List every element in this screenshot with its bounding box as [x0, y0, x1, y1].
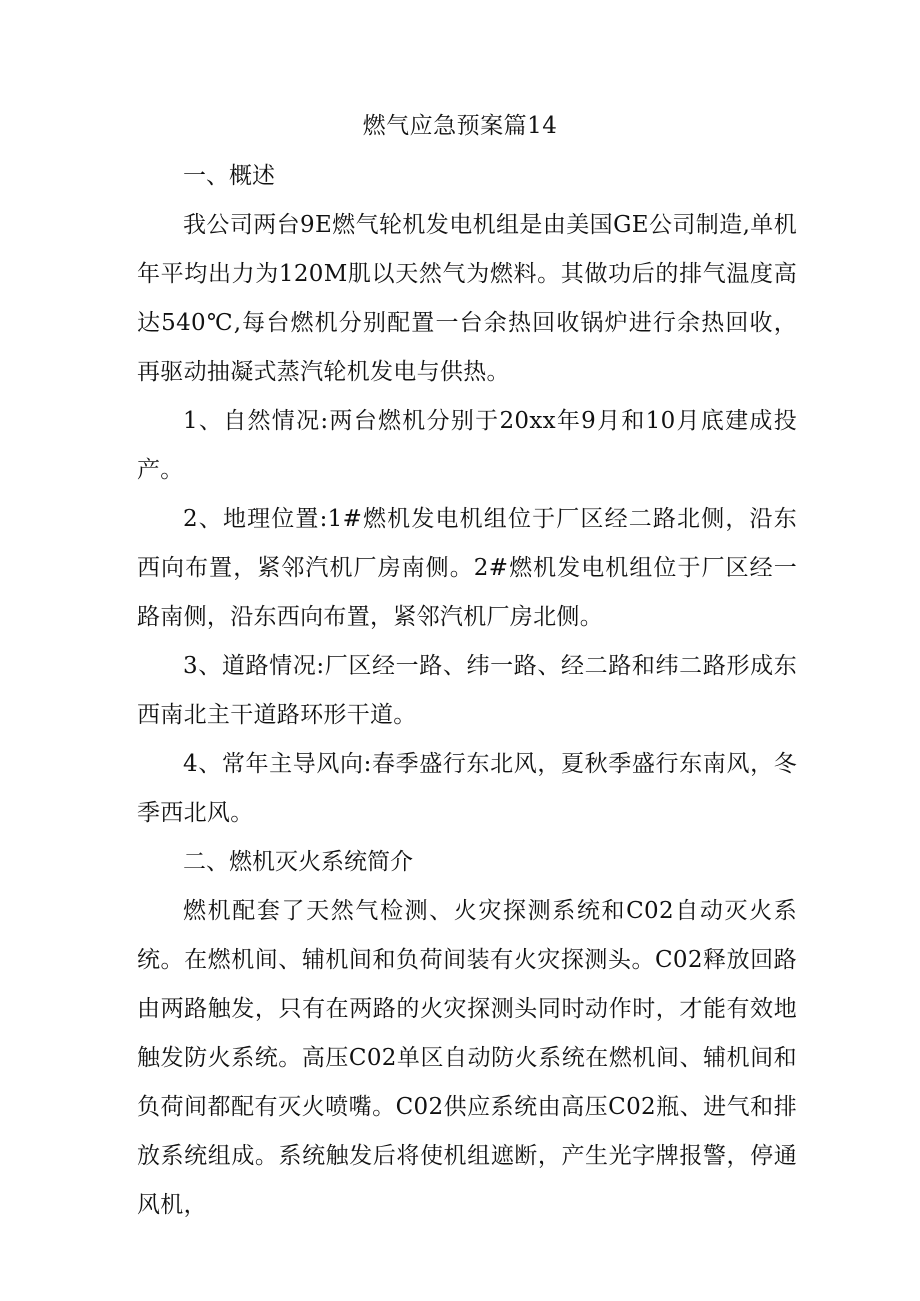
document-body	[137, 152, 797, 1230]
document-title: 燃气应急预案篇14	[362, 113, 558, 139]
paragraph-wind: 4、常年主导风向:春季盛行东北风，夏秋季盛行东南风，冬季西北风。	[137, 751, 797, 826]
paragraph-roads: 3、道路情况:厂区经一路、纬一路、经二路和纬二路形成东西南北主干道路环形干道。	[137, 653, 797, 728]
paragraph-natural-conditions: 1、自然情况:两台燃机分别于20xx年9月和10月底建成投产。	[137, 408, 797, 483]
paragraph-intro: 我公司两台9E燃气轮机发电机组是由美国GE公司制造,单机年平均出力为120M肌以天然气为燃料。其做功后的排气温度高达540℃,每台燃机分别配置一台余热回收锅炉进行余热回收，再驱动抽凝式蒸汽轮机发电与供热。	[137, 212, 797, 385]
section-heading-overview: 一、概述	[183, 163, 275, 189]
paragraph-fire-system: 燃机配套了天然气检测、火灾探测系统和C02自动灭火系统。在燃机间、辅机间和负荷间装有火灾探测头。C02释放回路由两路触发，只有在两路的火灾探测头同时动作时，才能有效地触发防火系统。高压C02单区自动防火系统在燃机间、辅机间和负荷间都配有灭火喷嘴。C02供应系统由高压C02瓶、进气和排放系统组成。系统触发后将使机组遮断，产生光字牌报警，停通风机，	[137, 898, 797, 1218]
paragraph-location: 2、地理位置:1#燃机发电机组位于厂区经二路北侧，沿东西向布置，紧邻汽机厂房南侧。2#燃机发电机组位于厂区经一路南侧，沿东西向布置，紧邻汽机厂房北侧。	[137, 506, 797, 630]
section-heading-fire-system: 二、燃机灭火系统简介	[183, 849, 413, 875]
